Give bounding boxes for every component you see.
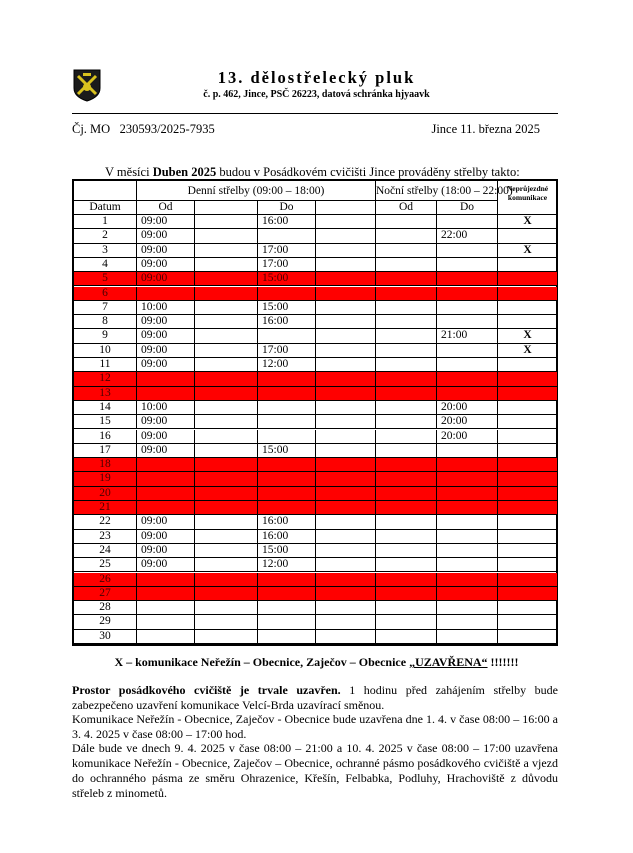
night-do-header: Do [437, 201, 498, 215]
legend-text: – komunikace Neřežín – Obecnice, Zaječov – Obecnice [123, 655, 410, 669]
row-time-cell [376, 515, 437, 529]
row-time-cell [316, 458, 376, 472]
row-closed-cell [498, 530, 558, 544]
row-closed-cell [498, 301, 558, 315]
row-time-cell [376, 615, 437, 629]
row-time-cell [316, 287, 376, 301]
row-time-cell [437, 615, 498, 629]
row-time-cell [376, 272, 437, 286]
row-date-cell: 30 [74, 630, 137, 644]
row-time-cell [376, 287, 437, 301]
row-time-cell [316, 244, 376, 258]
row-time-cell [195, 530, 258, 544]
row-time-cell [195, 315, 258, 329]
row-time-cell [376, 472, 437, 486]
row-time-cell [437, 458, 498, 472]
row-date-cell: 25 [74, 558, 137, 572]
row-time-cell [376, 372, 437, 386]
row-closed-cell [498, 501, 558, 515]
row-date-cell: 13 [74, 387, 137, 401]
row-closed-cell [498, 458, 558, 472]
row-time-cell: 15:00 [258, 544, 316, 558]
row-time-cell [258, 501, 316, 515]
row-time-cell [137, 487, 195, 501]
row-closed-cell [498, 315, 558, 329]
row-time-cell [376, 358, 437, 372]
row-time-cell: 09:00 [137, 215, 195, 229]
row-time-cell [137, 287, 195, 301]
row-closed-cell [498, 430, 558, 444]
row-time-cell [195, 358, 258, 372]
row-date-cell: 29 [74, 615, 137, 629]
row-time-cell: 20:00 [437, 430, 498, 444]
row-time-cell [316, 544, 376, 558]
row-time-cell [195, 487, 258, 501]
row-time-cell: 09:00 [137, 544, 195, 558]
row-time-cell [376, 315, 437, 329]
row-time-cell: 09:00 [137, 329, 195, 343]
night-od-header: Od [376, 201, 437, 215]
row-time-cell [437, 444, 498, 458]
row-time-cell: 21:00 [437, 329, 498, 343]
row-time-cell [258, 287, 316, 301]
row-time-cell [437, 387, 498, 401]
row-time-cell [195, 287, 258, 301]
row-time-cell: 09:00 [137, 229, 195, 243]
row-time-cell [195, 401, 258, 415]
row-date-cell: 20 [74, 487, 137, 501]
header-blank-cell [74, 181, 137, 201]
row-closed-cell: X [498, 244, 558, 258]
note-1-rest: 1 hodinu před zahájením střelby bude zabezpečeno uzavření komunikace Velcí-Brda uzavírací směnou. [72, 683, 558, 712]
reference-number: Čj. MO 230593/2025-7935 [72, 122, 215, 136]
row-time-cell [316, 630, 376, 644]
row-time-cell [437, 630, 498, 644]
header-divider [72, 113, 558, 114]
row-time-cell [316, 215, 376, 229]
row-time-cell [258, 472, 316, 486]
row-time-cell [316, 573, 376, 587]
row-time-cell: 20:00 [437, 401, 498, 415]
row-closed-cell [498, 487, 558, 501]
row-time-cell [376, 444, 437, 458]
row-closed-cell [498, 272, 558, 286]
row-closed-cell [498, 415, 558, 429]
row-date-cell: 24 [74, 544, 137, 558]
row-closed-cell: X [498, 344, 558, 358]
row-time-cell [316, 358, 376, 372]
row-time-cell: 09:00 [137, 244, 195, 258]
row-time-cell [437, 287, 498, 301]
legend-x: X [114, 655, 124, 669]
row-time-cell [195, 272, 258, 286]
row-time-cell: 16:00 [258, 215, 316, 229]
row-date-cell: 6 [74, 287, 137, 301]
row-date-cell: 17 [74, 444, 137, 458]
row-time-cell [258, 573, 316, 587]
row-time-cell [376, 558, 437, 572]
row-date-cell: 8 [74, 315, 137, 329]
legend-closed: „UZAVŘENA“ [409, 655, 488, 669]
row-closed-cell [498, 287, 558, 301]
row-time-cell [437, 530, 498, 544]
row-time-cell [316, 558, 376, 572]
row-time-cell [316, 372, 376, 386]
row-time-cell [437, 344, 498, 358]
row-time-cell: 09:00 [137, 430, 195, 444]
row-time-cell: 12:00 [258, 558, 316, 572]
row-time-cell [195, 587, 258, 601]
row-time-cell [437, 372, 498, 386]
row-time-cell [195, 415, 258, 429]
row-time-cell [137, 573, 195, 587]
row-time-cell [258, 229, 316, 243]
row-time-cell [376, 501, 437, 515]
row-time-cell [316, 587, 376, 601]
row-closed-cell [498, 229, 558, 243]
row-time-cell [437, 258, 498, 272]
row-time-cell [316, 272, 376, 286]
row-closed-cell [498, 387, 558, 401]
row-date-cell: 28 [74, 601, 137, 615]
row-closed-cell [498, 587, 558, 601]
row-time-cell [376, 244, 437, 258]
row-time-cell [376, 587, 437, 601]
row-time-cell [195, 444, 258, 458]
row-time-cell [195, 430, 258, 444]
row-time-cell: 20:00 [437, 415, 498, 429]
row-time-cell: 15:00 [258, 444, 316, 458]
row-time-cell [376, 630, 437, 644]
row-time-cell [195, 344, 258, 358]
row-time-cell: 09:00 [137, 272, 195, 286]
row-time-cell [376, 329, 437, 343]
row-time-cell [258, 387, 316, 401]
row-time-cell [437, 587, 498, 601]
row-date-cell: 16 [74, 430, 137, 444]
closed-roads-header: Neprůjezdné komunikace [498, 181, 558, 215]
row-time-cell [316, 258, 376, 272]
row-time-cell [437, 358, 498, 372]
row-time-cell [195, 515, 258, 529]
note-paragraph-2: Komunikace Neřežín - Obecnice, Zaječov - Obecnice bude uzavřena dne 1. 4. v čase 08:00 – 16:00 a 3. 4. 2025 v čase 08:00 – 17:00 hod. [72, 712, 558, 741]
row-time-cell [137, 587, 195, 601]
note-1-bold: Prostor posádkového cvičiště je trvale uzavřen. [72, 683, 341, 697]
row-time-cell [437, 215, 498, 229]
row-time-cell [258, 458, 316, 472]
row-time-cell [258, 329, 316, 343]
row-time-cell [137, 387, 195, 401]
row-time-cell: 09:00 [137, 415, 195, 429]
row-time-cell [376, 573, 437, 587]
datum-header: Datum [74, 201, 137, 215]
day-od-header: Od [137, 201, 195, 215]
row-date-cell: 4 [74, 258, 137, 272]
row-date-cell: 9 [74, 329, 137, 343]
row-time-cell: 09:00 [137, 515, 195, 529]
note-paragraph-3: Dále bude ve dnech 9. 4. 2025 v čase 08:00 – 21:00 a 10. 4. 2025 v čase 08:00 – 17:00 uzavřena komunikace Neřežín - Obecnice, Zaječov – Obecnice, ochranné pásmo posádkového cvičiště a vjezd do ochranného pásma ze směru Ohrazenice, Křešín, Felbabka, Podluhy, Hrachoviště z důvodu střeleb z minometů. [72, 741, 558, 800]
row-time-cell [316, 344, 376, 358]
row-date-cell: 27 [74, 587, 137, 601]
row-time-cell [316, 615, 376, 629]
row-closed-cell [498, 544, 558, 558]
day-do-header: Do [258, 201, 316, 215]
row-time-cell [258, 615, 316, 629]
row-time-cell [316, 444, 376, 458]
row-time-cell [258, 372, 316, 386]
row-closed-cell [498, 258, 558, 272]
row-date-cell: 12 [74, 372, 137, 386]
row-time-cell [316, 530, 376, 544]
row-time-cell [316, 601, 376, 615]
row-time-cell [437, 272, 498, 286]
row-time-cell: 17:00 [258, 344, 316, 358]
row-closed-cell [498, 630, 558, 644]
row-closed-cell [498, 601, 558, 615]
row-time-cell [437, 544, 498, 558]
row-date-cell: 18 [74, 458, 137, 472]
row-time-cell [258, 630, 316, 644]
row-time-cell: 09:00 [137, 558, 195, 572]
row-time-cell [437, 315, 498, 329]
row-time-cell [437, 558, 498, 572]
row-time-cell [437, 573, 498, 587]
row-time-cell [195, 630, 258, 644]
row-time-cell: 17:00 [258, 244, 316, 258]
row-closed-cell [498, 615, 558, 629]
row-time-cell [376, 401, 437, 415]
row-time-cell [437, 515, 498, 529]
row-date-cell: 23 [74, 530, 137, 544]
row-closed-cell [498, 358, 558, 372]
row-time-cell [137, 372, 195, 386]
row-date-cell: 14 [74, 401, 137, 415]
row-time-cell [376, 415, 437, 429]
note-paragraph-1 [72, 683, 558, 713]
row-time-cell [258, 430, 316, 444]
row-time-cell [195, 215, 258, 229]
row-time-cell [195, 558, 258, 572]
legend-tail: !!!!!!! [487, 655, 519, 669]
row-time-cell: 09:00 [137, 344, 195, 358]
header-blank-cell [316, 201, 376, 215]
row-time-cell: 09:00 [137, 358, 195, 372]
row-date-cell: 26 [74, 573, 137, 587]
row-time-cell [376, 601, 437, 615]
page-subtitle: č. p. 462, Jince, PSČ 26223, datová schránka hjyaavk [203, 89, 430, 100]
row-time-cell [316, 387, 376, 401]
row-time-cell [316, 301, 376, 315]
row-time-cell: 17:00 [258, 258, 316, 272]
row-time-cell: 16:00 [258, 315, 316, 329]
row-time-cell: 09:00 [137, 444, 195, 458]
row-time-cell [316, 329, 376, 343]
row-time-cell [376, 544, 437, 558]
row-time-cell [316, 472, 376, 486]
row-time-cell [376, 215, 437, 229]
row-time-cell [316, 401, 376, 415]
intro-post: budou v Posádkovém cvičišti Jince prováděny střelby takto: [216, 165, 520, 179]
row-time-cell [258, 601, 316, 615]
row-time-cell [195, 615, 258, 629]
row-time-cell [316, 501, 376, 515]
row-time-cell [316, 315, 376, 329]
row-date-cell: 19 [74, 472, 137, 486]
row-time-cell [258, 415, 316, 429]
row-time-cell [195, 458, 258, 472]
row-time-cell: 09:00 [137, 530, 195, 544]
row-date-cell: 1 [74, 215, 137, 229]
row-time-cell [376, 229, 437, 243]
row-time-cell: 15:00 [258, 301, 316, 315]
row-time-cell [376, 301, 437, 315]
legend-line [0, 655, 633, 670]
day-firing-header: Denní střelby (09:00 – 18:00) [137, 181, 376, 201]
row-time-cell: 10:00 [137, 301, 195, 315]
row-time-cell [316, 430, 376, 444]
header-blank-cell [195, 201, 258, 215]
row-time-cell [137, 630, 195, 644]
row-closed-cell: X [498, 215, 558, 229]
row-date-cell: 2 [74, 229, 137, 243]
row-time-cell [195, 601, 258, 615]
firing-schedule-table [72, 179, 558, 646]
row-time-cell [137, 472, 195, 486]
row-closed-cell [498, 401, 558, 415]
row-time-cell: 09:00 [137, 315, 195, 329]
row-time-cell [195, 544, 258, 558]
row-time-cell: 15:00 [258, 272, 316, 286]
row-time-cell [195, 387, 258, 401]
row-time-cell [376, 344, 437, 358]
row-date-cell: 11 [74, 358, 137, 372]
row-time-cell [195, 329, 258, 343]
row-time-cell [195, 372, 258, 386]
row-time-cell: 16:00 [258, 530, 316, 544]
intro-month: Duben 2025 [152, 165, 217, 179]
row-time-cell [376, 458, 437, 472]
row-closed-cell [498, 444, 558, 458]
row-date-cell: 3 [74, 244, 137, 258]
document-date: Jince 11. března 2025 [431, 122, 540, 136]
row-time-cell [437, 501, 498, 515]
row-time-cell [437, 601, 498, 615]
row-time-cell [437, 244, 498, 258]
row-time-cell [137, 615, 195, 629]
night-firing-header: Noční střelby (18:00 – 22:00) [376, 181, 498, 201]
row-time-cell [137, 601, 195, 615]
row-time-cell [376, 487, 437, 501]
row-time-cell [137, 458, 195, 472]
row-closed-cell [498, 515, 558, 529]
row-time-cell [437, 472, 498, 486]
row-time-cell [258, 401, 316, 415]
row-closed-cell [498, 372, 558, 386]
row-time-cell [376, 258, 437, 272]
row-closed-cell [498, 573, 558, 587]
row-time-cell [195, 258, 258, 272]
page-title: 13. dělostřelecký pluk [217, 68, 416, 87]
row-time-cell [316, 487, 376, 501]
row-time-cell [258, 487, 316, 501]
row-time-cell: 09:00 [137, 258, 195, 272]
row-date-cell: 5 [74, 272, 137, 286]
row-date-cell: 10 [74, 344, 137, 358]
row-date-cell: 7 [74, 301, 137, 315]
row-time-cell [137, 501, 195, 515]
intro-pre: V měsíci [105, 165, 153, 179]
row-closed-cell: X [498, 329, 558, 343]
row-date-cell: 15 [74, 415, 137, 429]
row-date-cell: 22 [74, 515, 137, 529]
row-time-cell [376, 530, 437, 544]
row-time-cell: 12:00 [258, 358, 316, 372]
row-time-cell: 22:00 [437, 229, 498, 243]
row-time-cell [195, 244, 258, 258]
row-time-cell [195, 229, 258, 243]
row-time-cell: 16:00 [258, 515, 316, 529]
row-closed-cell [498, 558, 558, 572]
row-time-cell [437, 301, 498, 315]
row-date-cell: 21 [74, 501, 137, 515]
intro-sentence [105, 165, 520, 180]
row-time-cell [376, 430, 437, 444]
row-time-cell [195, 472, 258, 486]
row-time-cell [316, 515, 376, 529]
row-time-cell [195, 501, 258, 515]
row-time-cell [376, 387, 437, 401]
row-time-cell [316, 229, 376, 243]
row-time-cell [437, 487, 498, 501]
row-time-cell [195, 301, 258, 315]
row-time-cell [316, 415, 376, 429]
row-time-cell [195, 573, 258, 587]
row-time-cell: 10:00 [137, 401, 195, 415]
row-closed-cell [498, 472, 558, 486]
row-time-cell [258, 587, 316, 601]
